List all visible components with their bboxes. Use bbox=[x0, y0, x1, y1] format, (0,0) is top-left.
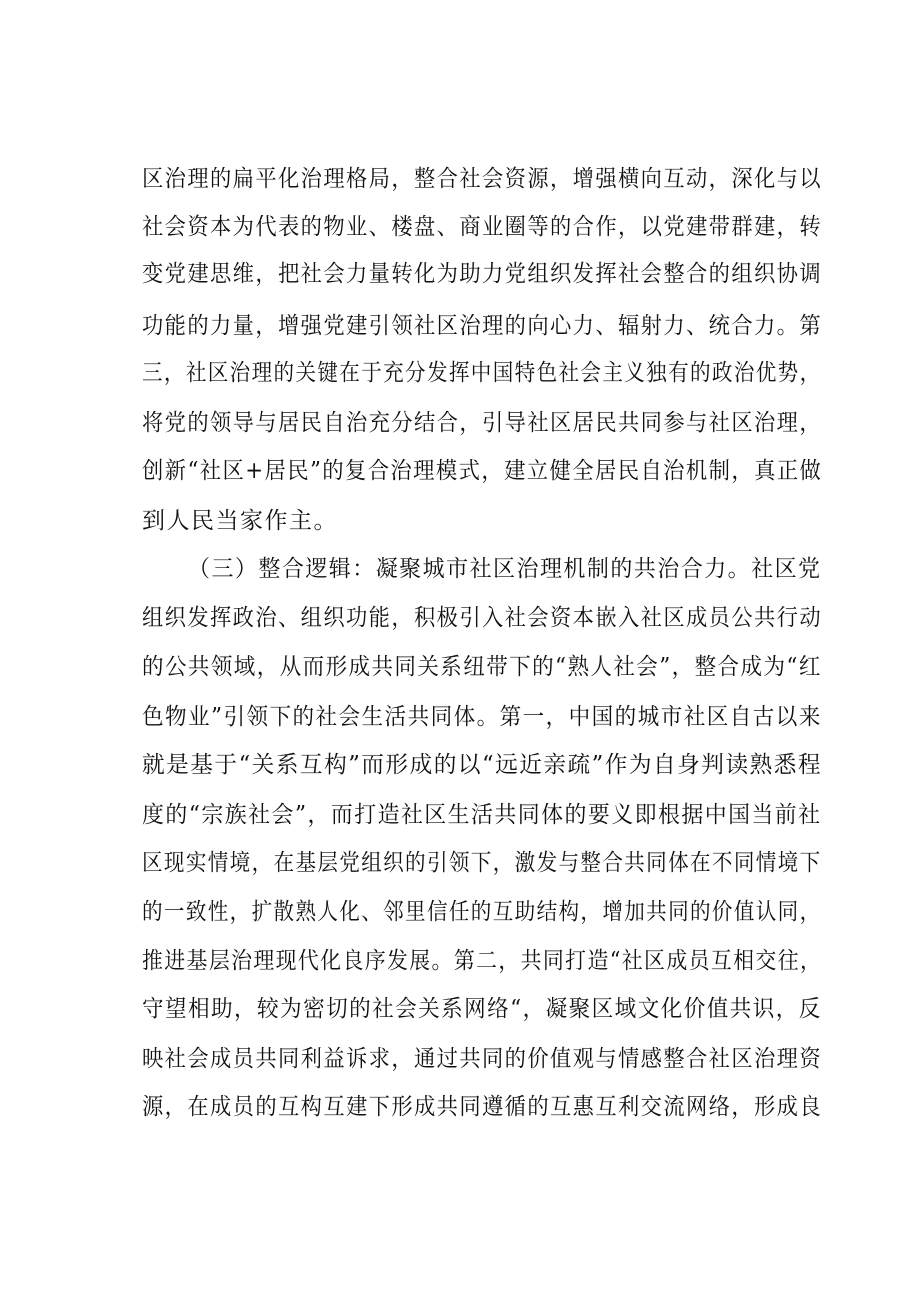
paragraph-2-line-3: 的公共领域，从而形成共同关系纽带下的“熟人社会”，整合成为“红 bbox=[142, 654, 822, 680]
paragraph-1-line-2: 社会资本为代表的物业、楼盘、商业圈等的合作，以党建带群建，转 bbox=[142, 214, 823, 240]
paragraph-2-line-7: 区现实情境，在基层党组织的引领下，激发与整合共同体在不同情境下 bbox=[142, 850, 822, 876]
paragraph-1-line-6: 将党的领导与居民自治充分结合，引导社区居民共同参与社区治理， bbox=[142, 410, 823, 436]
paragraph-2-line-10: 守望相助，较为密切的社会关系网络“，凝聚区域文化价值共识，反 bbox=[142, 996, 822, 1022]
paragraph-2-line-12: 源，在成员的互构互建下形成共同遵循的互惠互利交流网络，形成良 bbox=[142, 1094, 823, 1120]
paragraph-1-line-1: 区治理的扁平化治理格局，整合社会资源，增强横向互动，深化与以 bbox=[142, 166, 823, 192]
paragraph-2-line-5: 就是基于“关系互构”而形成的以“远近亲疏”作为自身判读熟悉程 bbox=[142, 752, 823, 778]
paragraph-1-line-4: 功能的力量，增强党建引领社区治理的向心力、辐射力、统合力。第 bbox=[142, 313, 823, 339]
paragraph-2-line-2: 组织发挥政治、组织功能，积极引入社会资本嵌入社区成员公共行动 bbox=[142, 605, 823, 631]
paragraph-2-line-1: （三）整合逻辑：凝聚城市社区治理机制的共治合力。社区党 bbox=[188, 556, 822, 582]
paragraph-2-line-11: 映社会成员共同利益诉求，通过共同的价值观与情感整合社区治理资 bbox=[142, 1046, 823, 1072]
paragraph-1-line-5: 三，社区治理的关键在于充分发挥中国特色社会主义独有的政治优势， bbox=[142, 360, 822, 386]
paragraph-1-line-8: 到人民当家作主。 bbox=[142, 508, 338, 534]
paragraph-2-line-8: 的一致性，扩散熟人化、邻里信任的互助结构，增加共同的价值认同， bbox=[142, 899, 822, 925]
paragraph-2-line-6: 度的“宗族社会”，而打造社区生活共同体的要义即根据中国当前社 bbox=[142, 802, 822, 828]
paragraph-2-line-9: 推进基层治理现代化良序发展。第二，共同打造“社区成员互相交往， bbox=[142, 948, 823, 974]
paragraph-2-line-4: 色物业”引领下的社会生活共同体。第一，中国的城市社区自古以来 bbox=[142, 704, 822, 730]
paragraph-1-line-7: 创新“社区+居民”的复合治理模式，建立健全居民自治机制，真正做 bbox=[142, 458, 823, 484]
paragraph-1-line-3: 变党建思维，把社会力量转化为助力党组织发挥社会整合的组织协调 bbox=[142, 261, 823, 287]
